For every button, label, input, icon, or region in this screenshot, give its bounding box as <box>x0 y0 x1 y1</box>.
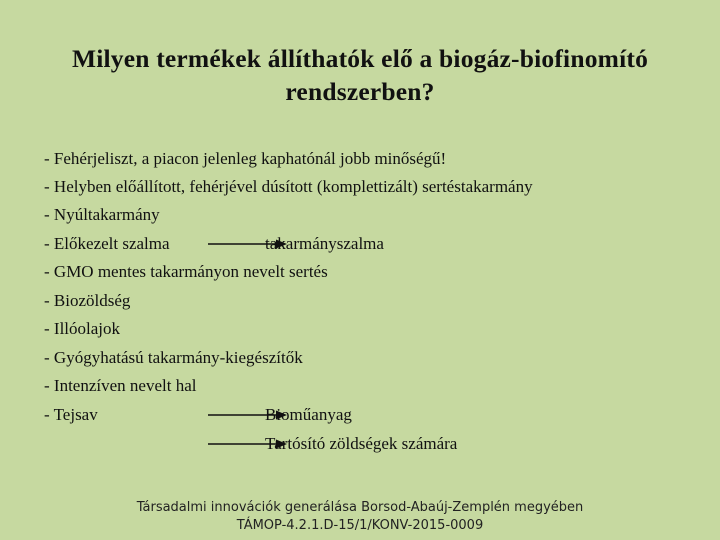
list-item: - GMO mentes takarmányon nevelt sertés <box>44 262 328 281</box>
list-item: - Intenzíven nevelt hal <box>44 376 197 395</box>
footer-line-2: TÁMOP-4.2.1.D-15/1/KONV-2015-0009 <box>236 518 484 533</box>
list-item: - Gyógyhatású takarmány-kiegészítők <box>44 348 303 367</box>
list-item: - Tejsav <box>44 405 98 424</box>
arrow-target-bioplastic: Bioműanyag <box>265 405 352 424</box>
list-item: - Helyben előállított, fehérjével dúsított (komplettizált) sertéstakarmány <box>44 177 533 196</box>
list-item: - Nyúltakarmány <box>44 205 160 224</box>
list-item: - Fehérjeliszt, a piacon jelenleg kaphatónál jobb minőségű! <box>44 149 447 168</box>
footer-line-1: Társadalmi innovációk generálása Borsod-Abaúj-Zemplén megyében <box>136 500 584 515</box>
list-item: - Előkezelt szalma <box>44 234 170 253</box>
list-item: - Biozöldség <box>44 291 131 310</box>
title-line-2: rendszerben? <box>285 77 435 106</box>
title-line-1: Milyen termékek állíthatók elő a biogáz-biofinomító <box>71 44 649 73</box>
list-item: - Illóolajok <box>44 319 121 338</box>
arrow-target-preservative: Tartósító zöldségek számára <box>265 434 458 453</box>
arrow-target-straw: takarmányszalma <box>265 234 384 253</box>
slide-title <box>20 42 700 108</box>
